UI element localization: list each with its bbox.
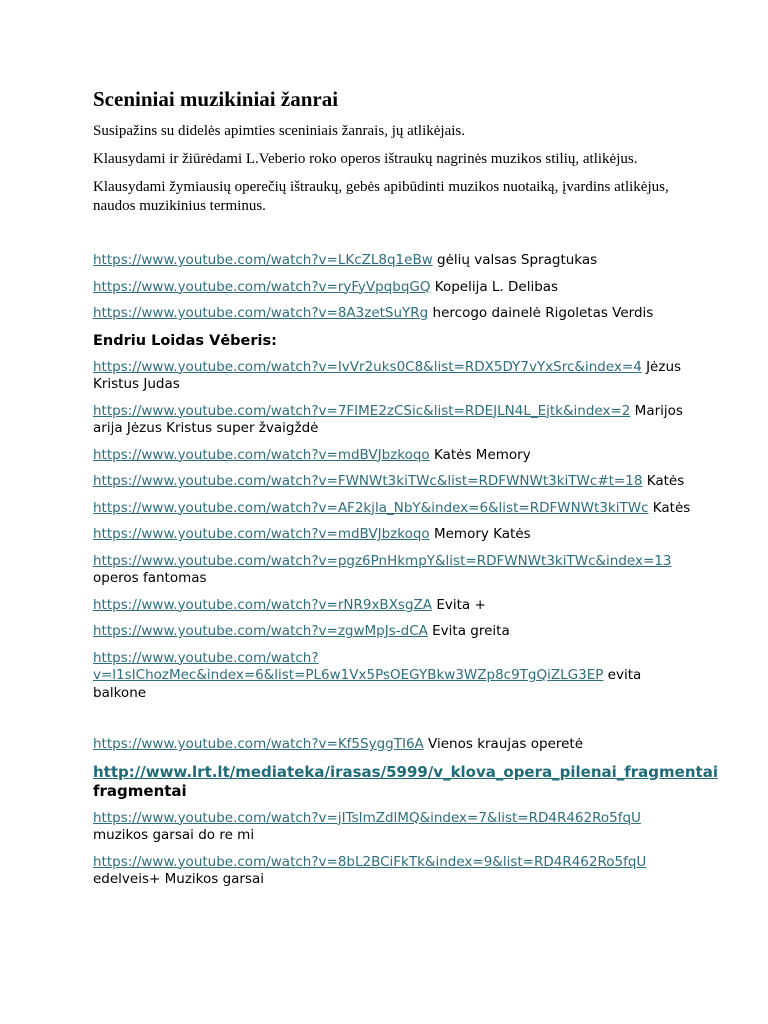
link-entry: [93, 279, 693, 297]
link-entry: [93, 500, 693, 518]
document-page: [93, 86, 718, 898]
link-entry: [93, 623, 693, 641]
video-link[interactable]: https://www.youtube.com/watch?v=8A3zetSuYRg: [93, 305, 429, 321]
link-entry: [93, 359, 693, 394]
link-description: Katės Memory: [429, 446, 531, 463]
link-entry: [93, 403, 693, 438]
video-link[interactable]: https://www.youtube.com/watch?v=FWNWt3kiTWc&list=RDFWNWt3kiTWc#t=18: [93, 473, 643, 489]
video-link[interactable]: https://www.youtube.com/watch?v=7FIME2zCSic&list=RDEJLN4L_Ejtk&index=2: [93, 402, 631, 419]
link-entry: [93, 473, 693, 491]
link-description: edelveis+ Muzikos garsai: [93, 871, 265, 887]
link-entry: [93, 553, 693, 588]
link-description: Vienos kraujas operetė: [423, 736, 584, 752]
video-link[interactable]: https://www.youtube.com/watch?v=jITsImZdlMQ&index=7&list=RD4R462Ro5fqU: [93, 809, 641, 826]
link-description: Evita greita: [427, 623, 510, 639]
link-description: Memory Katės: [429, 526, 531, 542]
link-description: gėlių valsas Spragtukas: [432, 252, 598, 268]
video-link[interactable]: https://www.youtube.com/watch?v=IvVr2uks0C8&list=RDX5DY7vYxSrc&index=4: [93, 358, 642, 375]
link-entry: [93, 854, 693, 889]
video-link[interactable]: https://www.youtube.com/watch?v=ryFyVpqbqGQ: [93, 278, 431, 295]
link-entry: [93, 305, 693, 323]
video-link[interactable]: https://www.youtube.com/watch?v=pgz6PnHkmpY&list=RDFWNWt3kiTWc&index=13: [93, 552, 672, 569]
video-link[interactable]: https://www.youtube.com/watch?v=zgwMpJs-dCA: [93, 623, 428, 639]
video-link[interactable]: https://www.youtube.com/watch?v=Kf5SyggTI6A: [93, 736, 424, 752]
link-entry: [93, 447, 693, 465]
link-description: evita balkone: [93, 667, 642, 701]
link-description: hercogo dainelė Rigoletas Verdis: [428, 305, 654, 321]
mediateka-link[interactable]: http://www.lrt.lt/mediateka/irasas/5999/v_klova_opera_pilenai_fragmentai: [93, 762, 718, 781]
video-link[interactable]: https://www.youtube.com/watch?v=AF2kjla_NbY&index=6&list=RDFWNWt3kiTWc: [93, 499, 649, 516]
link-description: Marijos arija Jėzus Kristus super žvaigždė: [93, 402, 683, 436]
link-description: Evita +: [432, 596, 486, 613]
intro-block: [93, 122, 693, 216]
link-description: fragmentai: [93, 781, 187, 800]
link-entry: [93, 650, 693, 703]
link-entry: [93, 736, 693, 754]
link-description: Katės: [642, 473, 685, 489]
link-entry: [93, 762, 718, 801]
video-link[interactable]: https://www.youtube.com/watch?v=l1sIChozMec&index=6&list=PL6w1Vx5PsOEGYBkw3WZp8c9TgQiZLG3EP: [93, 649, 604, 683]
video-link[interactable]: https://www.youtube.com/watch?v=rNR9xBXsgZA: [93, 596, 433, 613]
intro-paragraph: Klausydami ir žiūrėdami L.Veberio roko operos ištraukų nagrinės muzikos stilių, atlikėjus.: [93, 151, 638, 167]
link-entry: [93, 597, 693, 615]
video-link[interactable]: https://www.youtube.com/watch?v=mdBVJbzkoqo: [93, 446, 430, 463]
link-description: Katės: [648, 499, 691, 516]
page-title: Sceniniai muzikiniai žanrai: [93, 87, 339, 111]
link-description: Jėzus Kristus Judas: [93, 358, 682, 392]
video-link[interactable]: https://www.youtube.com/watch?v=LKcZL8q1eBw: [93, 252, 433, 268]
link-description: Kopelija L. Delibas: [430, 278, 559, 295]
intro-paragraph: Klausydami žymiausių operečių ištraukų, gebės apibūdinti muzikos nuotaiką, įvardins atlikėjus, naudos muzikinius terminus.: [93, 179, 669, 214]
section-heading: Endriu Loidas Vėberis:: [93, 332, 277, 349]
links-list: [93, 252, 718, 889]
link-entry: [93, 526, 693, 544]
video-link[interactable]: https://www.youtube.com/watch?v=mdBVJbzkoqo: [93, 526, 430, 542]
link-entry: [93, 810, 693, 845]
link-description: muzikos garsai do re mi: [93, 827, 255, 843]
video-link[interactable]: https://www.youtube.com/watch?v=8bL2BCiFkTk&index=9&list=RD4R462Ro5fqU: [93, 853, 647, 870]
link-description: operos fantomas: [93, 570, 207, 586]
link-entry: [93, 252, 693, 270]
intro-paragraph: Susipažins su didelės apimties sceniniais žanrais, jų atlikėjais.: [93, 123, 466, 139]
